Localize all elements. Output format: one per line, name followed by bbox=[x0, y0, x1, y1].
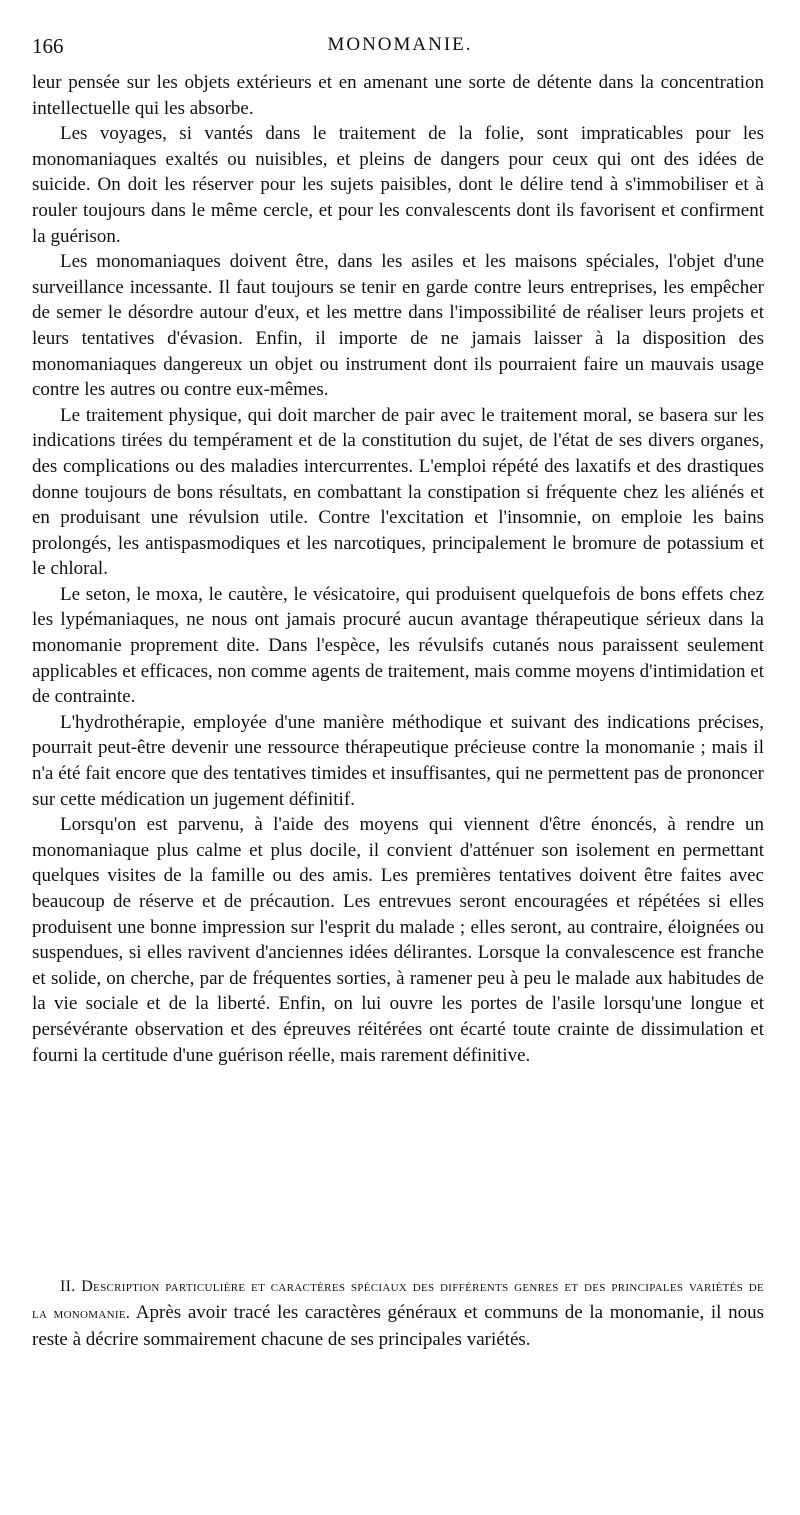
paragraph-revulsifs: Le seton, le moxa, le cautère, le vésicatoire, qui produisent quelquefois de bons effets chez les lypémaniaques, ne nous ont jamais procuré aucun avantage thérapeutique sérieux dans la monomanie proprement dite. Dans l'espèce, les révulsifs cutanés nous paraissent seulement applicables et efficaces, non comme agents de traitement, mais comme moyens d'intimidation et de contrainte. bbox=[32, 583, 764, 708]
section-heading: II. Description particulière et caractères spéciaux des différents genres et des principales variétés de la monomanie. bbox=[32, 1278, 764, 1322]
paragraph-hydrotherapie: L'hydrothérapie, employée d'une manière méthodique et suivant des indications précises, pourrait peut-être devenir une ressource thérapeutique précieuse contre la monomanie ; mais il n'a été fait encore que des tentatives timides et insuffisantes, qui ne permettent pas de prononcer sur cette médication un jugement définitif. bbox=[32, 711, 764, 810]
page-number: 166 bbox=[32, 34, 64, 58]
paragraph-surveillance: Les monomaniaques doivent être, dans les asiles et les maisons spéciales, l'objet d'une surveillance incessante. Il faut toujours se tenir en garde contre leurs entreprises, les empêcher de semer le désordre autour d'eux, et les mettre dans l'impossibilité de réaliser leurs projets et leurs tentatives d'évasion. Enfin, il importe de ne jamais laisser à la disposition des monomaniaques dangereux un objet ou instrument dont ils pourraient faire un mauvais usage contre les autres ou contre eux-mêmes. bbox=[32, 251, 764, 401]
section-paragraph bbox=[32, 1273, 764, 1353]
page-header bbox=[32, 34, 768, 60]
running-title: MONOMANIE. bbox=[327, 34, 473, 55]
body-text bbox=[32, 70, 764, 1068]
paragraph-convalescence: Lorsqu'on est parvenu, à l'aide des moyens qui viennent d'être énoncés, à rendre un monomaniaque plus calme et plus docile, il convient d'atténuer son isolement en permettant quelques visites de la famille ou des amis. Les premières tentatives doivent être faites avec beaucoup de réserve et de précaution. Les entrevues seront encouragées et répétées si elles produisent une bonne impression sur l'esprit du malade ; elles seront, au contraire, éloignées ou suspendues, si elles ravivent d'anciennes idées délirantes. Lorsque la convalescence est franche et solide, on cherche, par de fréquentes sorties, à ramener peu à peu le malade aux habitudes de la vie sociale et de la liberté. Enfin, on lui ouvre les portes de l'asile lorsqu'une longue et persévérante observation et des épreuves réitérées ont écarté toute crainte de dissimulation et fourni la certitude d'une guérison réelle, mais rarement définitive. bbox=[32, 814, 764, 1066]
section-ii bbox=[32, 1273, 764, 1353]
paragraph-voyages: Les voyages, si vantés dans le traitement de la folie, sont impraticables pour les monomaniaques exaltés ou nuisibles, et pleins de dangers pour ceux qui ont des idées de suicide. On doit les réserver pour les sujets paisibles, dont le délire tend à s'immobiliser et à rouler toujours dans le même cercle, et pour les convalescents dont ils favorisent et confirment la guérison. bbox=[32, 123, 764, 247]
section-text: Après avoir tracé les caractères généraux et communs de la monomanie, il nous reste à décrire sommairement chacune de ses principales variétés. bbox=[32, 1302, 765, 1350]
paragraph-traitement-physique: Le traitement physique, qui doit marcher de pair avec le traitement moral, se basera sur les indications tirées du tempérament et de la constitution du sujet, de l'état de ses divers organes, des complications ou des maladies intercurrentes. L'emploi répété des laxatifs et des drastiques donne toujours de bons résultats, en combattant la constipation si fréquente chez les aliénés et en produisant une révulsion utile. Contre l'excitation et l'insomnie, on emploie les bains prolongés, les antispasmodiques et les narcotiques, principalement le bromure de potassium et le chloral. bbox=[32, 404, 764, 580]
paragraph-continuation: leur pensée sur les objets extérieurs et en amenant une sorte de détente dans la concentration intellectuelle qui les absorbe. bbox=[32, 72, 764, 119]
